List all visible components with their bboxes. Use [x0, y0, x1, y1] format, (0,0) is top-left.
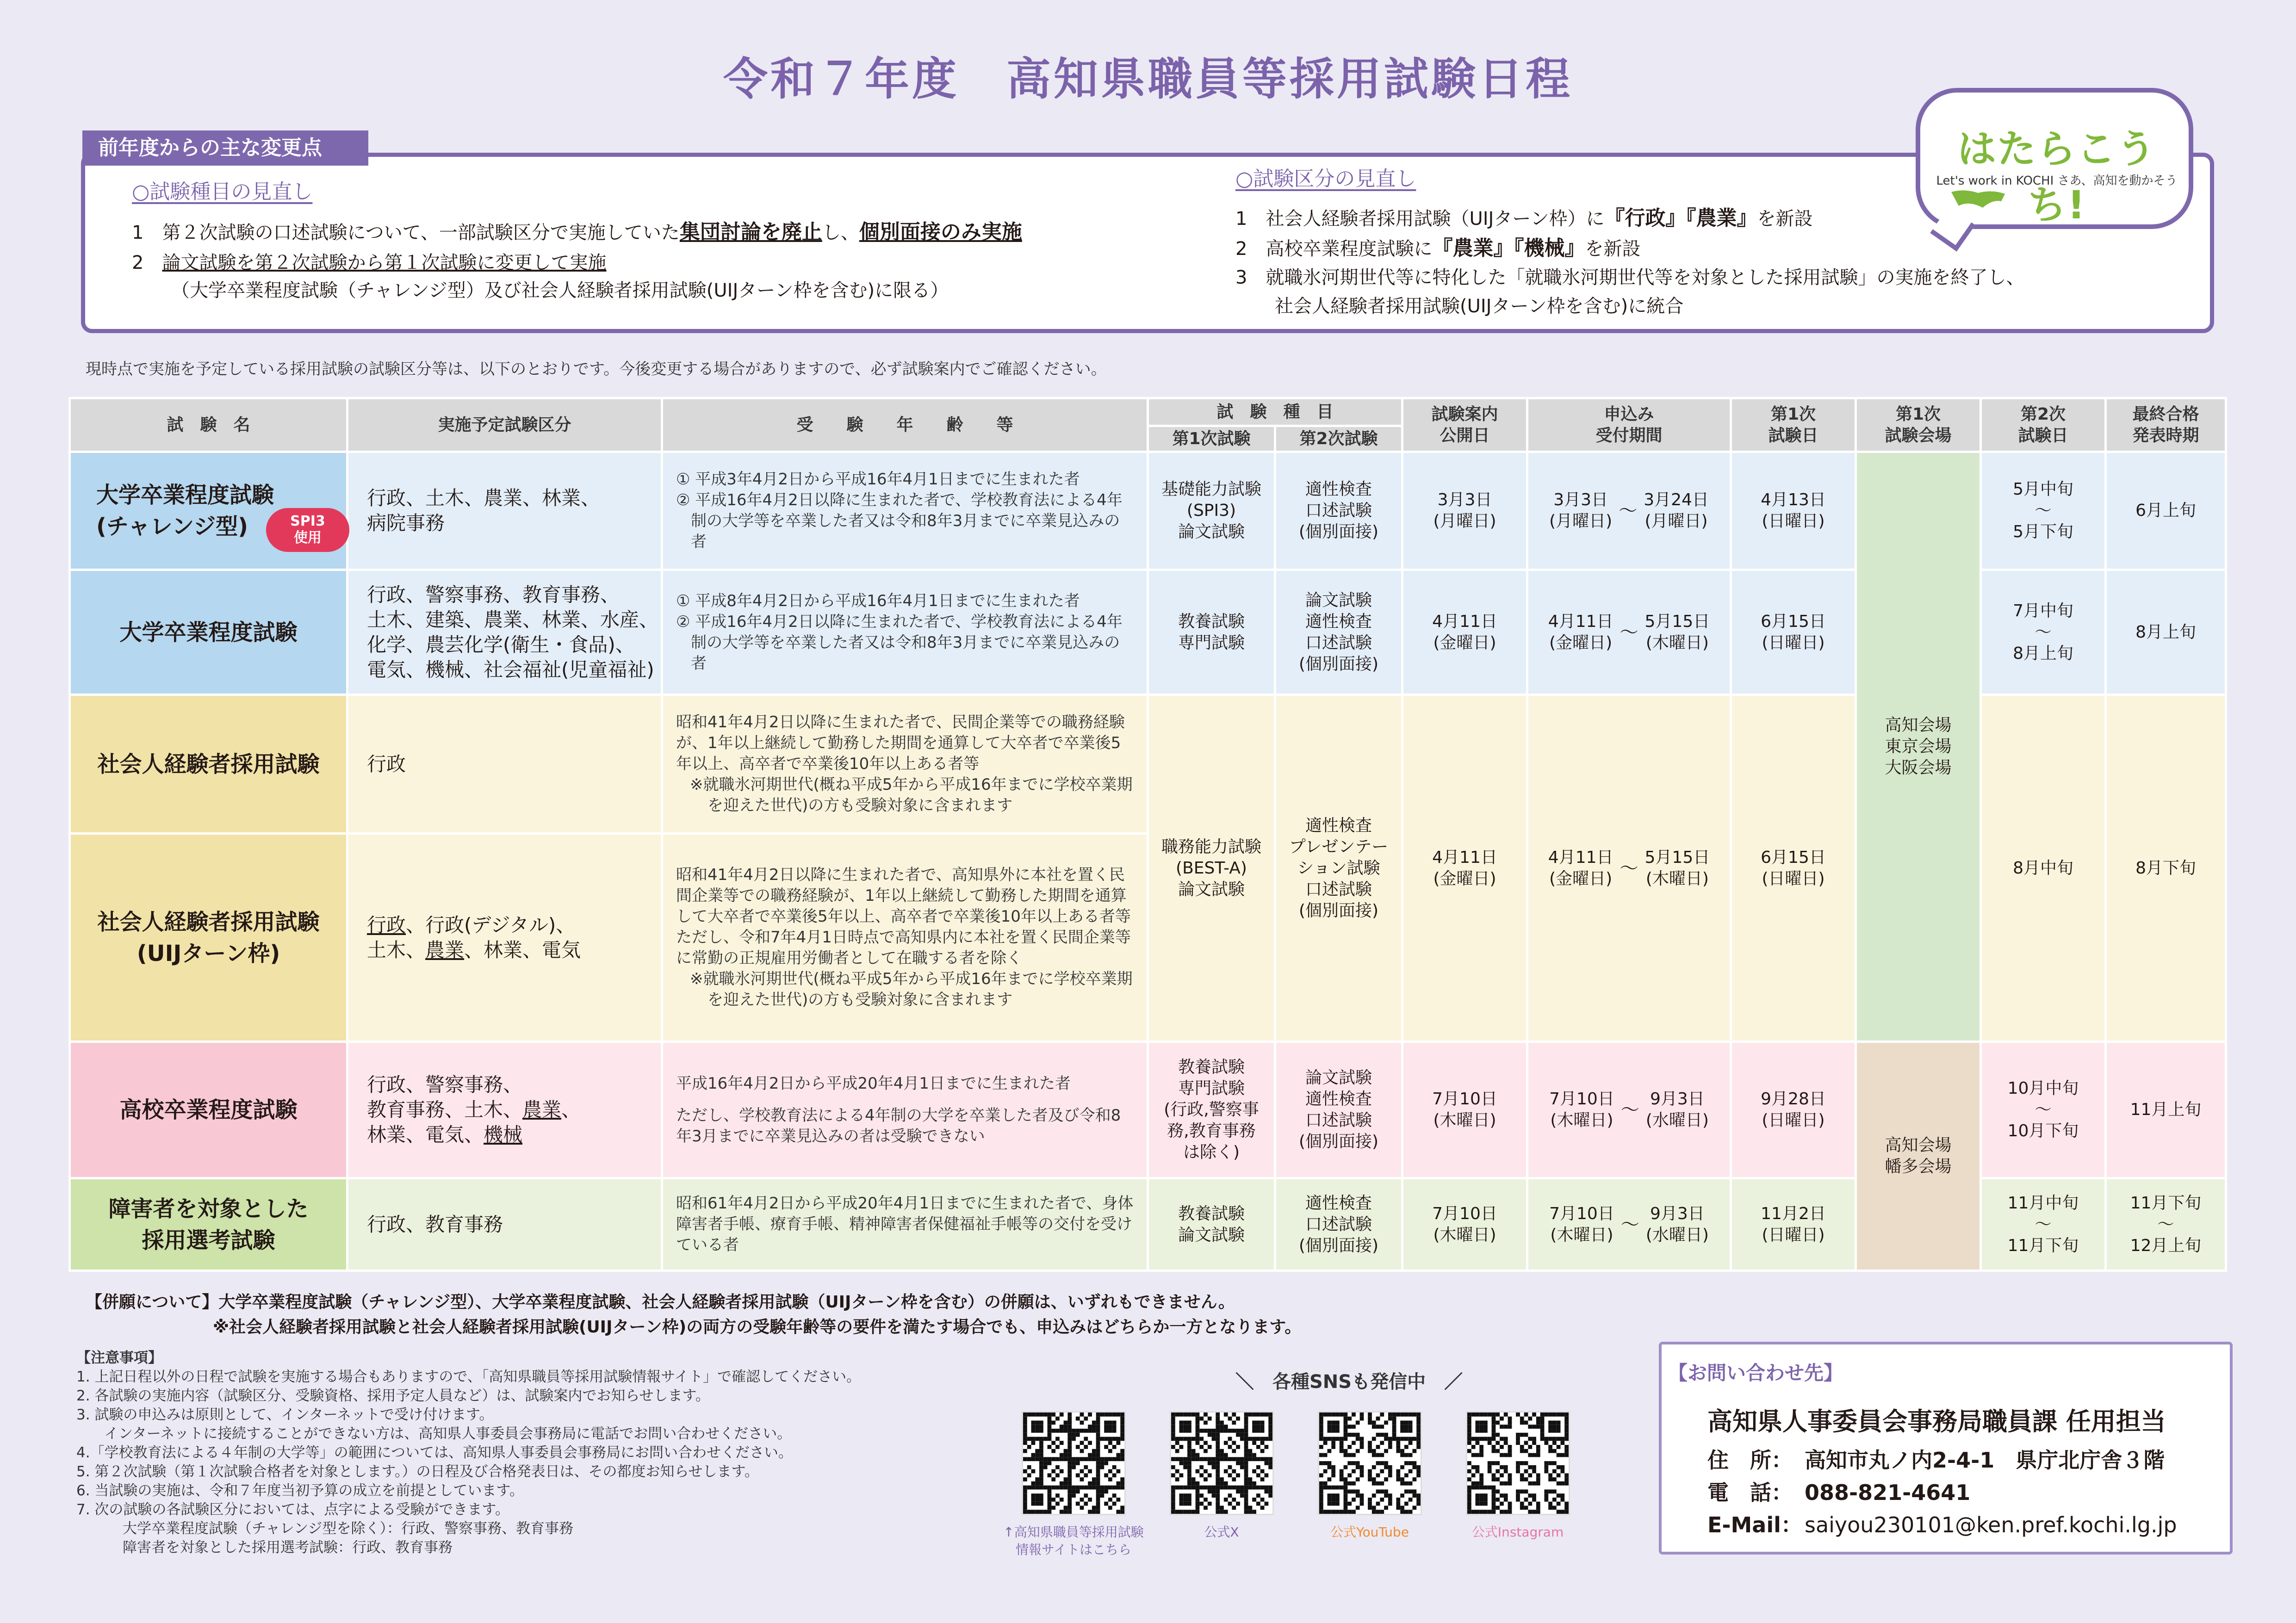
sns-label: 公式Instagram — [1471, 1524, 1564, 1540]
bold-text: 個別面接のみ実施 — [859, 220, 1022, 244]
div-new: 農業 — [425, 938, 465, 961]
apply-from: 7月10日 (木曜日) — [1549, 1090, 1614, 1130]
exam-date2: 10月中旬 ～ 10月下旬 — [1981, 1042, 2106, 1178]
header-venue1 — [1856, 398, 1981, 452]
apply-period — [1527, 570, 1731, 695]
num: 1 — [132, 222, 144, 243]
contact-tel — [1707, 1476, 1970, 1506]
text: を新設 — [1585, 238, 1641, 260]
exam-date2: 7月中旬 ～ 8月上旬 — [1981, 570, 2106, 695]
exam-date1: 6月15日 (日曜日) — [1731, 570, 1856, 695]
header-row — [70, 398, 2226, 426]
qr-code-icon[interactable] — [1466, 1411, 1570, 1515]
schedule-note: 現時点で実施を予定している採用試験の試験区分等は、以下のとおりです。今後変更する場合がありますので、必ず試験案内でご確認ください。 — [86, 360, 1107, 378]
kochi-map-icon — [1950, 187, 2006, 211]
exam-division: 行政、土木、農業、林業、 病院事務 — [348, 452, 662, 570]
kind1: 教養試験 論文試験 — [1148, 1178, 1275, 1271]
kind1: 教養試験 専門試験 — [1148, 570, 1275, 695]
kind2: 適性検査 口述試験 (個別面接) — [1275, 452, 1402, 570]
header-date2 — [1981, 398, 2106, 452]
text: 論文試験を第２次試験から第１次試験に変更して実施 — [162, 252, 607, 273]
apply-period — [1527, 452, 1731, 570]
age-line: ① 平成8年4月2日から平成16年4月1日までに生まれた者 — [676, 591, 1080, 610]
notice-item: 2. 各試験の実施内容（試験区分、受験資格、採用予定人員など）は、試験案内でお知らせします。 — [76, 1388, 710, 1404]
exam-name: 高校卒業程度試験 — [70, 1042, 348, 1178]
exam-division: 行政、教育事務 — [348, 1178, 662, 1271]
exam-name: 社会人経験者採用試験 — [70, 695, 348, 834]
change-item-2-sub: （大学卒業程度試験（チャレンジ型）及び社会人経験者採用試験(UIJターン枠を含む)に限る） — [171, 280, 949, 301]
exam-name: 障害者を対象とした 採用選考試験 — [70, 1178, 348, 1271]
bold-text: 『農業』『機械』 — [1432, 236, 1585, 260]
change-item-1 — [132, 217, 1022, 248]
qr-code-icon[interactable] — [1022, 1411, 1126, 1515]
header-date1 — [1731, 398, 1856, 452]
header-kind1: 第1次試験 — [1148, 426, 1275, 452]
exam-date2: 8月中旬 — [1981, 695, 2106, 1042]
mail-label: E-Mail： — [1707, 1512, 1802, 1537]
notice-item: 7. 次の試験の各試験区分においては、点字による受験ができます。 — [76, 1501, 509, 1518]
contact-heading: 【お問い合わせ先】 — [1668, 1362, 1843, 1384]
text: 高校卒業程度試験に — [1266, 238, 1433, 260]
exam-age — [662, 834, 1148, 1042]
notice-item: 大学卒業程度試験（チャレンジ型を除く）：行政、警察事務、教育事務 — [123, 1520, 574, 1537]
d1-a: 第1次 — [1770, 404, 1816, 424]
sns-item[interactable] — [1143, 1411, 1300, 1541]
table-row — [70, 1042, 2226, 1178]
exam-age — [662, 695, 1148, 834]
changes-tab: 前年度からの主な変更点 — [82, 130, 368, 166]
contact-org: 高知県人事委員会事務局職員課 任用担当 — [1707, 1407, 2166, 1436]
fin-b: 発表時期 — [2132, 426, 2199, 445]
v1-a: 第1次 — [1895, 404, 1941, 424]
apply-to: 9月3日 (水曜日) — [1645, 1090, 1709, 1130]
guide-a: 試験案内 — [1431, 404, 1498, 424]
text: を新設 — [1757, 208, 1813, 229]
v1-b: 試験会場 — [1885, 426, 1952, 445]
tilde: ～ — [1620, 857, 1638, 879]
header-division: 実施予定試験区分 — [348, 398, 662, 452]
kind2: 適性検査 プレゼンテー ション試験 口述試験 (個別面接) — [1275, 695, 1402, 1042]
exam-division: 行政 — [348, 695, 662, 834]
num: 2 — [1235, 238, 1247, 260]
age-line: ② 平成16年4月2日以降に生まれた者で、学校教育法による4年制の大学等を卒業した者又は令和8年3月までに卒業見込みの者 — [676, 612, 1123, 673]
apply-from: 3月3日 (月曜日) — [1549, 490, 1613, 531]
age-line: 昭和41年4月2日以降に生まれた者で、民間企業等での職務経験が、1年以上継続して勤務した期間を通算して大卒者で卒業後5年以上、高卒者で卒業後10年以上ある者等 — [676, 713, 1125, 773]
exam-name-text: 大学卒業程度試験 (チャレンジ型) — [96, 482, 274, 539]
guide-date: 7月10日 (木曜日) — [1402, 1042, 1527, 1178]
notice-item: 3. 試験の申込みは原則として、インターネットで受け付けます。 — [76, 1406, 494, 1423]
exam-age — [662, 570, 1148, 695]
apply-period — [1527, 1042, 1731, 1178]
exam-division — [348, 834, 662, 1042]
exam-division — [348, 1042, 662, 1178]
exam-date1: 11月2日 (日曜日) — [1731, 1178, 1856, 1271]
exam-age — [662, 1042, 1148, 1178]
age-line: ただし、学校教育法による4年制の大学を卒業した者及び令和8年3月までに卒業見込みの者は受験できない — [676, 1106, 1121, 1146]
apply-to: 9月3日 (水曜日) — [1645, 1204, 1709, 1245]
guide-date: 3月3日 (月曜日) — [1402, 452, 1527, 570]
guide-date: 7月10日 (木曜日) — [1402, 1178, 1527, 1271]
qr-code-icon[interactable] — [1318, 1411, 1422, 1515]
age-line: ① 平成3年4月2日から平成16年4月1日までに生まれた者 — [676, 470, 1080, 489]
final-date: 8月上旬 — [2106, 570, 2226, 695]
bold-text: 集団討論を廃止 — [679, 220, 822, 244]
guide-date: 4月11日 (金曜日) — [1402, 570, 1527, 695]
tilde: ～ — [1620, 621, 1638, 643]
kind1: 基礎能力試験 (SPI3) 論文試験 — [1148, 452, 1275, 570]
div-text: 、林業、電気 — [464, 938, 581, 961]
apply-to: 5月15日 (木曜日) — [1644, 848, 1710, 888]
d1-b: 試験日 — [1768, 426, 1818, 445]
header-name: 試 験 名 — [70, 398, 348, 452]
div-new: 農業 — [522, 1098, 562, 1121]
exam-name: 大学卒業程度試験 — [70, 570, 348, 695]
apply-to: 5月15日 (木曜日) — [1644, 612, 1710, 652]
venue2: 高知会場 幡多会場 — [1856, 1042, 1981, 1271]
notice-item: 障害者を対象とした採用選考試験：行政、教育事務 — [123, 1539, 453, 1556]
sns-label: 公式X — [1204, 1524, 1239, 1540]
age-line: 平成16年4月2日から平成20年4月1日までに生まれた者 — [676, 1074, 1071, 1093]
text: し、 — [822, 222, 859, 243]
bold-text: 『行政』『農業』 — [1604, 206, 1757, 230]
apply-a: 申込み — [1604, 404, 1654, 424]
change-item-2 — [132, 248, 606, 278]
text: 社会人経験者採用試験（UIJターン枠）に — [1266, 208, 1605, 229]
header-final — [2106, 398, 2226, 452]
age-note: ※就職氷河期世代(概ね平成5年から平成16年までに学校卒業期を迎えた世代)の方も受験対象に含まれます — [690, 970, 1133, 1009]
num: 1 — [1235, 208, 1247, 229]
left-heading: ○試験種目の見直し — [132, 180, 313, 204]
div-new: 行政 — [367, 913, 406, 936]
logo-subtext: Let's work in KOCHI さあ、高知を動かそう — [1936, 174, 2178, 188]
notice-item: 6. 当試験の実施は、令和７年度当初予算の成立を前提としています。 — [76, 1482, 524, 1499]
venue1: 高知会場 東京会場 大阪会場 — [1856, 452, 1981, 1042]
age-note: ※就職氷河期世代(概ね平成5年から平成16年までに学校卒業期を迎えた世代)の方も受験対象に含まれます — [690, 775, 1133, 815]
spi3-badge: SPI3 使用 — [266, 508, 349, 552]
notice-item: 5. 第２次試験（第１次試験合格者を対象とします。）の日程及び合格発表日は、その都度お知らせします。 — [76, 1463, 759, 1480]
heigan-note: 【併願について】大学卒業程度試験（チャレンジ型）、大学卒業程度試験、社会人経験者採用試験（UIJターン枠を含む）の併願は、いずれもできません。 — [86, 1293, 1235, 1312]
guide-b: 公開日 — [1440, 426, 1490, 445]
fin-a: 最終合格 — [2132, 404, 2199, 424]
notice-item: インターネットに接続することができない方は、高知県人事委員会事務局に電話でお問い合わせください。 — [104, 1425, 792, 1442]
kind2: 論文試験 適性検査 口述試験 (個別面接) — [1275, 570, 1402, 695]
age-line: 昭和41年4月2日以降に生まれた者で、高知県外に本社を置く民間企業等での職務経験が、1年以上継続して勤務した期間を通算して大卒者で卒業後5年以上、高卒者で卒業後10年以上ある者等 — [676, 866, 1131, 926]
kind2: 論文試験 適性検査 口述試験 (個別面接) — [1275, 1042, 1402, 1178]
kind1: 教養試験 専門試験 (行政,警察事 務,教育事務 は除く) — [1148, 1042, 1275, 1178]
d2-a: 第2次 — [2020, 404, 2066, 424]
exam-age: 昭和61年4月2日から平成20年4月1日までに生まれた者で、身体障害者手帳、療育手帳、精神障害者保健福祉手帳等の交付を受けている者 — [662, 1178, 1148, 1271]
apply-from: 4月11日 (金曜日) — [1548, 612, 1613, 652]
div-text: 行政、警察事務、 教育事務、土木、 — [367, 1073, 523, 1121]
sns-label: ↑高知県職員等採用試験 情報サイトはこちら — [1003, 1524, 1144, 1557]
sns-item[interactable] — [1291, 1411, 1448, 1541]
final-date: 11月上旬 — [2106, 1042, 2226, 1178]
notice-list — [76, 1349, 1002, 1557]
header-apply — [1527, 398, 1731, 452]
apply-period — [1527, 695, 1731, 1042]
change-item-r3 — [1235, 263, 2024, 292]
exam-division: 行政、警察事務、教育事務、 土木、建築、農業、林業、水産、 化学、農芸化学(衛生・食品)、 電気、機械、社会福祉(児童福祉) — [348, 570, 662, 695]
age-line: ② 平成16年4月2日以降に生まれた者で、学校教育法による4年制の大学等を卒業した者又は令和8年3月までに卒業見込みの者 — [676, 491, 1123, 551]
div-text: 、行政(デジタル)、 土木、 — [367, 913, 576, 961]
guide-date: 4月11日 (金曜日) — [1402, 695, 1527, 1042]
addr-value: 高知市丸ノ内2-4-1 県庁北庁舎３階 — [1805, 1448, 2165, 1473]
header-kind: 試 験 種 目 — [1148, 398, 1402, 426]
text: 就職氷河期世代等に特化した「就職氷河期世代等を対象とした採用試験」の実施を終了し、 — [1266, 267, 2025, 288]
exam-date1: 6月15日 (日曜日) — [1731, 695, 1856, 1042]
change-item-r2 — [1235, 234, 1640, 264]
notice-item: 1. 上記日程以外の日程で試験を実施する場合もありますので、「高知県職員等採用試験情報サイト」で確認してください。 — [76, 1369, 861, 1385]
num: 2 — [132, 252, 144, 273]
contact-mail[interactable] — [1707, 1508, 2177, 1539]
exam-date2: 5月中旬 ～ 5月下旬 — [1981, 452, 2106, 570]
notice-heading: 【注意事項】 — [76, 1350, 162, 1366]
final-date: 6月上旬 — [2106, 452, 2226, 570]
header-guide — [1402, 398, 1527, 452]
kind1: 職務能力試験 (BEST-A) 論文試験 — [1148, 695, 1275, 1042]
tilde: ～ — [1620, 1099, 1639, 1121]
kind2: 適性検査 口述試験 (個別面接) — [1275, 1178, 1402, 1271]
exam-date2: 11月中旬 ～ 11月下旬 — [1981, 1178, 2106, 1271]
div-new: 機械 — [484, 1123, 523, 1146]
tilde: ～ — [1619, 500, 1638, 521]
final-date: 8月下旬 — [2106, 695, 2226, 1042]
text: 第２次試験の口述試験について、一部試験区分で実施していた — [162, 222, 680, 243]
exam-name: 社会人経験者採用試験 (UIJターン枠) — [70, 834, 348, 1042]
mail-value[interactable]: saiyou230101@ken.pref.kochi.lg.jp — [1805, 1512, 2177, 1537]
apply-period — [1527, 1178, 1731, 1271]
sns-heading: ＼ 各種SNSも発信中 ／ — [1235, 1371, 1463, 1393]
header-kind2: 第2次試験 — [1275, 426, 1402, 452]
apply-b: 受付期間 — [1595, 426, 1663, 445]
logo-text: はたらこうち! — [1957, 126, 2156, 228]
addr-label: 住 所： — [1707, 1448, 1793, 1473]
heigan-note-2: ※社会人経験者採用試験と社会人経験者採用試験(UIJターン枠)の両方の受験年齢等の要件を満たす場合でも、申込みはどちらか一方となります。 — [213, 1318, 1302, 1337]
notice-item: 4.「学校教育法による４年制の大学等」の範囲については、高知県人事委員会事務局にお問い合わせください。 — [76, 1444, 793, 1461]
page-title: 令和７年度 高知県職員等採用試験日程 — [723, 53, 1573, 105]
right-heading: ○試験区分の見直し — [1235, 167, 1416, 191]
exam-age — [662, 452, 1148, 570]
sns-label: 公式YouTube — [1330, 1524, 1409, 1540]
d2-b: 試験日 — [2018, 426, 2068, 445]
table-row — [70, 452, 2226, 570]
apply-from: 7月10日 (木曜日) — [1549, 1204, 1614, 1245]
tilde: ～ — [1620, 1214, 1639, 1235]
sns-item[interactable] — [995, 1411, 1152, 1559]
header-age: 受 験 年 齢 等 — [662, 398, 1148, 452]
tel-value: 088-821-4641 — [1805, 1480, 1971, 1505]
age-line: ただし、令和7年4月1日時点で高知県内に本社を置く民間企業等に常勤の正規雇用労働者として在職する者を除く — [676, 928, 1131, 967]
apply-from: 4月11日 (金曜日) — [1548, 848, 1613, 888]
change-item-r3-sub: 社会人経験者採用試験(UIJターン枠を含む)に統合 — [1275, 296, 1684, 317]
contact-address — [1707, 1443, 2165, 1474]
final-date: 11月下旬 ～ 12月上旬 — [2106, 1178, 2226, 1271]
apply-to: 3月24日 (月曜日) — [1644, 490, 1709, 531]
change-item-r1 — [1235, 204, 1813, 234]
exam-date1: 4月13日 (日曜日) — [1731, 452, 1856, 570]
qr-code-icon[interactable] — [1170, 1411, 1274, 1515]
exam-date1: 9月28日 (日曜日) — [1731, 1042, 1856, 1178]
div-text: 、 林業、電気、 — [367, 1098, 581, 1146]
tel-label: 電 話： — [1707, 1480, 1793, 1505]
num: 3 — [1235, 267, 1247, 288]
sns-item[interactable] — [1439, 1411, 1596, 1541]
